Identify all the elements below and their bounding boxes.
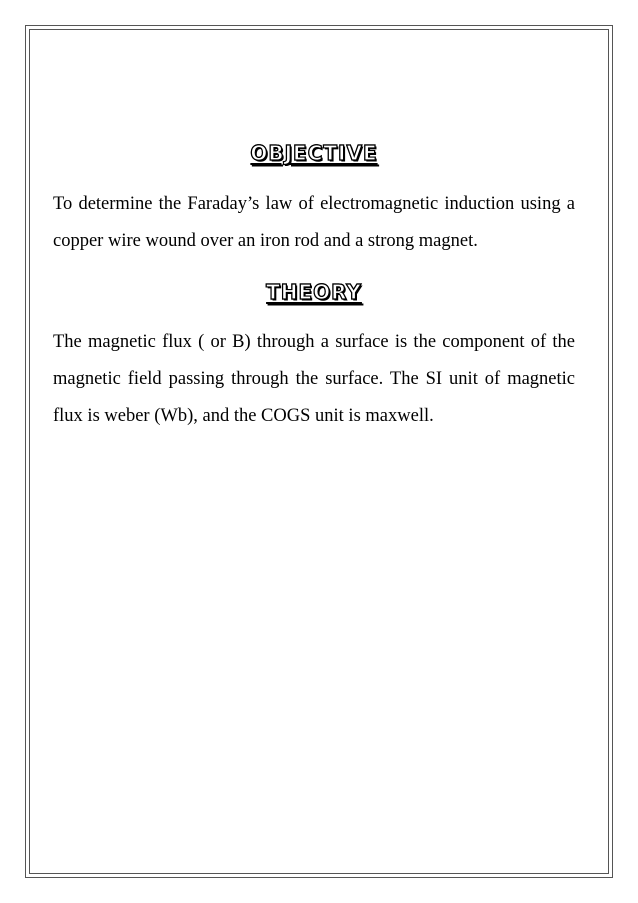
objective-heading: OBJECTIVE — [250, 141, 378, 165]
page-content — [53, 140, 575, 435]
objective-paragraph: To determine the Faraday’s law of electromagnetic induction using a copper wire wound over an iron rod and a strong magnet. — [53, 194, 575, 251]
theory-heading: THEORY — [266, 280, 362, 304]
theory-paragraph: The magnetic flux ( or B) through a surface is the component of the magnetic field passing through the surface. The SI unit of magnetic flux is weber (Wb), and the COGS unit is maxwell. — [53, 332, 575, 426]
